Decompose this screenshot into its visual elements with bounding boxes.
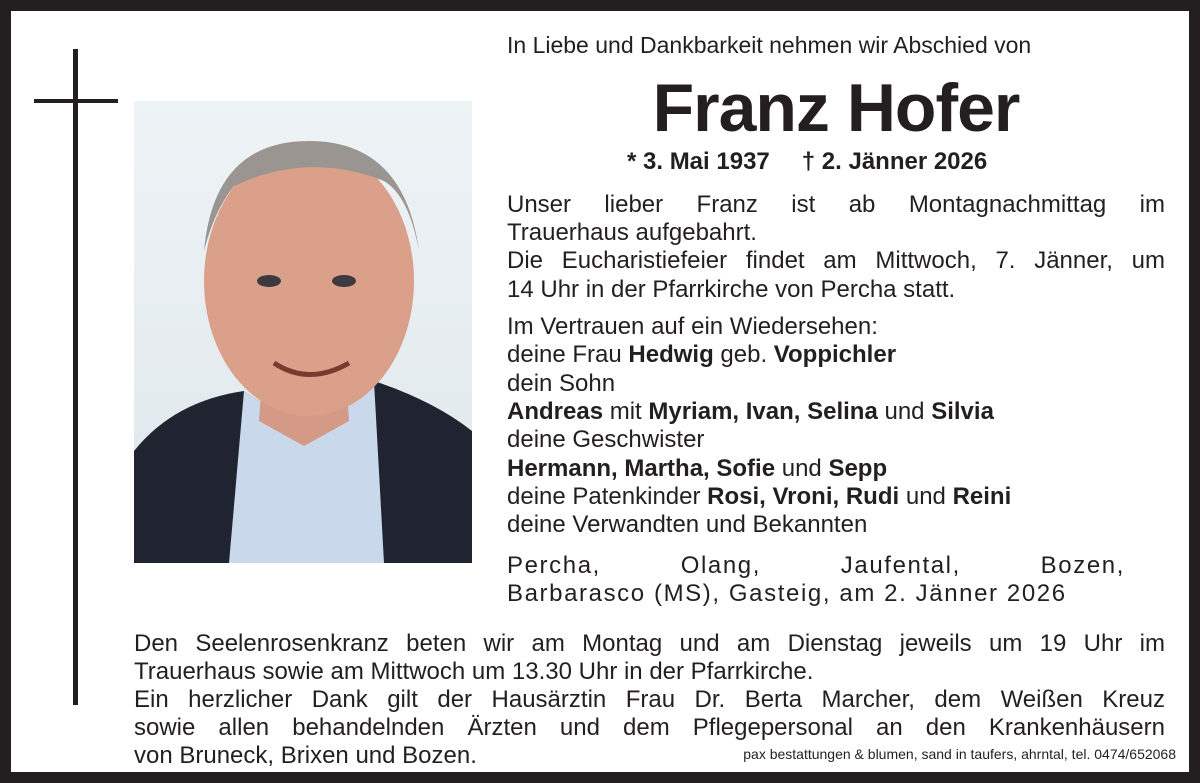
family-text: Im Vertrauen auf ein Wiedersehen: xyxy=(507,313,878,340)
intro-text: In Liebe und Dankbarkeit nehmen wir Abschied von xyxy=(507,32,1032,58)
family-text: deine Patenkinder xyxy=(507,482,708,510)
family-line xyxy=(507,313,878,341)
notice-text-line-last: von Bruneck, Brixen und Bozen. xyxy=(134,742,477,769)
family-text: und xyxy=(775,454,829,482)
cross-icon xyxy=(73,49,78,705)
deceased-name: Franz Hofer xyxy=(652,70,1020,146)
place-line: Percha, Olang, Jaufental, Bozen, xyxy=(507,552,1125,579)
viewing-text-line: Die Eucharistiefeier findet am Mittwoch, 7. Jänner, um xyxy=(507,247,1165,274)
family-name: Hermann, Martha, Sofie xyxy=(507,454,776,482)
family-name: Rosi, Vroni, Rudi xyxy=(707,482,900,510)
family-text: deine Frau xyxy=(507,341,629,369)
family-text: und xyxy=(877,397,932,425)
family-line xyxy=(507,426,704,454)
notice-text-line: Ein herzlicher Dank gilt der Hausärztin Frau Dr. Berta Marcher, dem Weißen Kreuz xyxy=(134,686,1165,713)
viewing-text-line: 14 Uhr in der Pfarrkirche von Percha statt. xyxy=(507,276,956,303)
family-line xyxy=(507,455,887,483)
life-dates xyxy=(627,148,1019,176)
notice-text-line: sowie allen behandelnden Ärzten und dem Pflegepersonal an den Krankenhäusern xyxy=(134,714,1165,741)
family-name: Voppichler xyxy=(773,341,897,369)
birth-date: * 3. Mai 1937 xyxy=(627,148,770,175)
viewing-text-line: Unser lieber Franz ist ab Montagnachmittag im xyxy=(507,191,1165,218)
portrait-photo xyxy=(134,101,472,563)
family-line xyxy=(507,398,994,426)
family-name: Sepp xyxy=(828,454,888,482)
family-text: deine Geschwister xyxy=(507,426,705,454)
family-text: und xyxy=(899,482,953,510)
notice-text-line: Den Seelenrosenkranz beten wir am Montag und am Dienstag jeweils um 19 Uhr im xyxy=(134,630,1165,657)
family-name: Andreas xyxy=(507,397,604,425)
death-date: † 2. Jänner 2026 xyxy=(801,148,988,175)
cross-icon-bar xyxy=(34,99,118,103)
family-name: Hedwig xyxy=(628,341,714,369)
family-line xyxy=(507,370,615,398)
family-text: deine Verwandten und Bekannten xyxy=(507,511,868,539)
family-text: mit xyxy=(603,397,649,425)
funeral-home-footer: pax bestattungen & blumen, sand in taufers, ahrntal, tel. 0474/652068 xyxy=(743,746,1176,762)
family-name: Silvia xyxy=(931,397,994,425)
notice-text-line: Trauerhaus sowie am Mittwoch um 13.30 Uhr in der Pfarrkirche. xyxy=(134,658,814,685)
family-text: geb. xyxy=(713,341,774,369)
family-text: dein Sohn xyxy=(507,369,616,397)
family-name: Reini xyxy=(952,482,1012,510)
family-line xyxy=(507,511,867,539)
family-line xyxy=(507,341,896,369)
viewing-text-line: Trauerhaus aufgebahrt. xyxy=(507,219,757,246)
family-name: Myriam, Ivan, Selina xyxy=(648,397,878,425)
family-line xyxy=(507,483,1011,511)
place-line: Barbarasco (MS), Gasteig, am 2. Jänner 2026 xyxy=(507,580,1067,607)
